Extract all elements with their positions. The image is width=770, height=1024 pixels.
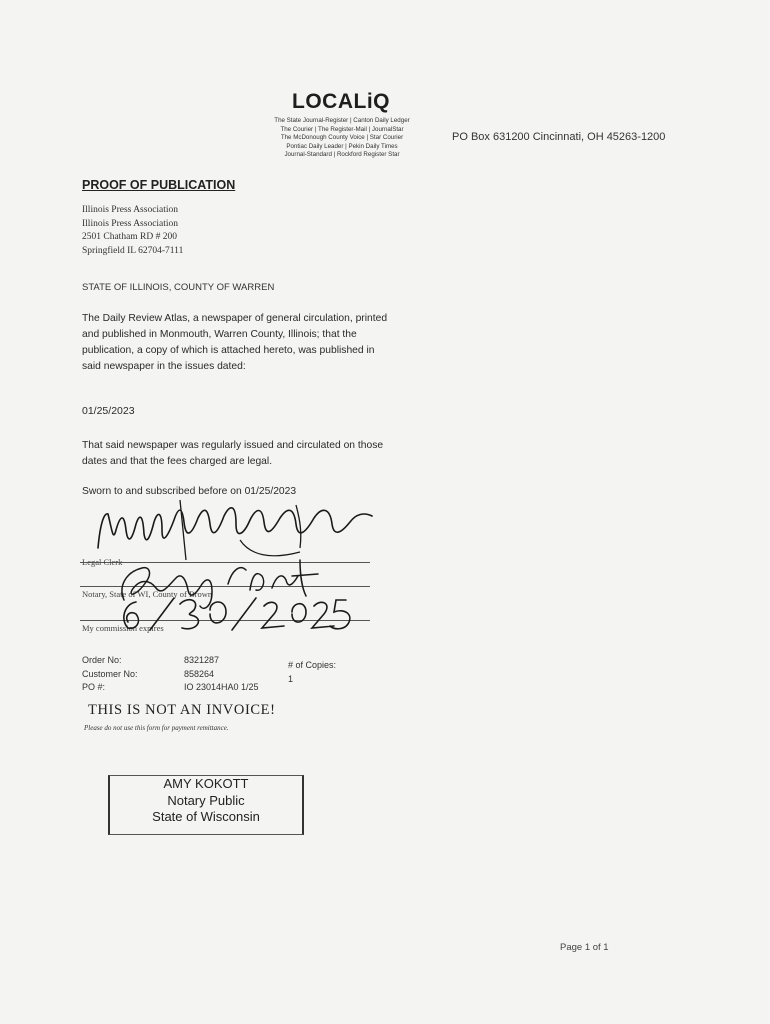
jurisdiction: STATE OF ILLINOIS, COUNTY OF WARREN: [82, 282, 275, 293]
notary-stamp: [108, 775, 304, 835]
newspaper-line: The McDonough County Voice | Star Courier: [280, 134, 404, 142]
customer-no-label: Customer No:: [82, 668, 138, 679]
circulation-statement: That said newspaper was regularly issued and circulated on those dates and that the fees charged are legal.: [82, 440, 384, 467]
legal-clerk-label: Legal Clerk: [82, 557, 123, 567]
remittance-notice: Please do not use this form for payment remittance.: [84, 724, 229, 732]
publication-statement: The Daily Review Atlas, a newspaper of general circulation, printed and published in Monmouth, Warren County, Illinois; that the publication, a copy of which is attached hereto, was published in said newspaper in the issues dated:: [82, 313, 388, 372]
recipient-line: 2501 Chatham RD # 200: [82, 232, 177, 242]
issue-date: 01/25/2023: [82, 405, 135, 417]
page-number: Page 1 of 1: [560, 942, 609, 953]
recipient-line: Illinois Press Association: [82, 218, 179, 229]
commission-date-signature: [124, 598, 350, 630]
recipient-line: Springfield IL 62704-7111: [82, 245, 184, 256]
customer-no-value: 858264: [184, 668, 215, 679]
newspaper-line: The State Journal-Register | Canton Daily Ledger: [274, 117, 410, 124]
mailing-address: PO Box 631200 Cincinnati, OH 45263-1200: [452, 131, 666, 143]
po-value: IO 23014HA0 1/25: [184, 682, 259, 692]
not-invoice-notice: THIS IS NOT AN INVOICE!: [88, 702, 276, 718]
stamp-title: Notary Public: [167, 792, 245, 808]
localiq-logo: LOCALiQ: [292, 90, 390, 113]
commission-label: My commission expires: [82, 623, 164, 633]
notary-label: Notary, State of WI, County of Brown: [82, 589, 213, 599]
order-values: [184, 654, 259, 695]
recipient-line: Illinois Press Association: [82, 205, 179, 215]
copies-value: 1: [288, 673, 294, 684]
newspaper-line: Journal-Standard | Rockford Register Star: [284, 151, 400, 159]
legal-clerk-signature: [98, 508, 372, 548]
stamp-name: AMY KOKOTT: [163, 776, 249, 791]
notary-signature: [122, 560, 318, 608]
copies-block: [288, 659, 336, 686]
stamp-state: State of Wisconsin: [152, 809, 260, 824]
order-labels: [82, 654, 138, 695]
newspaper-line: The Courier | The Register-Mail | JournalStar: [280, 125, 404, 133]
newspaper-line: Pontiac Daily Leader | Pekin Daily Times: [286, 142, 398, 150]
document-title: PROOF OF PUBLICATION: [82, 178, 236, 192]
sworn-statement: Sworn to and subscribed before on 01/25/2023: [82, 486, 297, 497]
po-label: PO #:: [82, 682, 106, 692]
copies-label: # of Copies:: [288, 660, 337, 670]
order-no-label: Order No:: [82, 655, 122, 665]
order-no-value: 8321287: [184, 655, 220, 665]
